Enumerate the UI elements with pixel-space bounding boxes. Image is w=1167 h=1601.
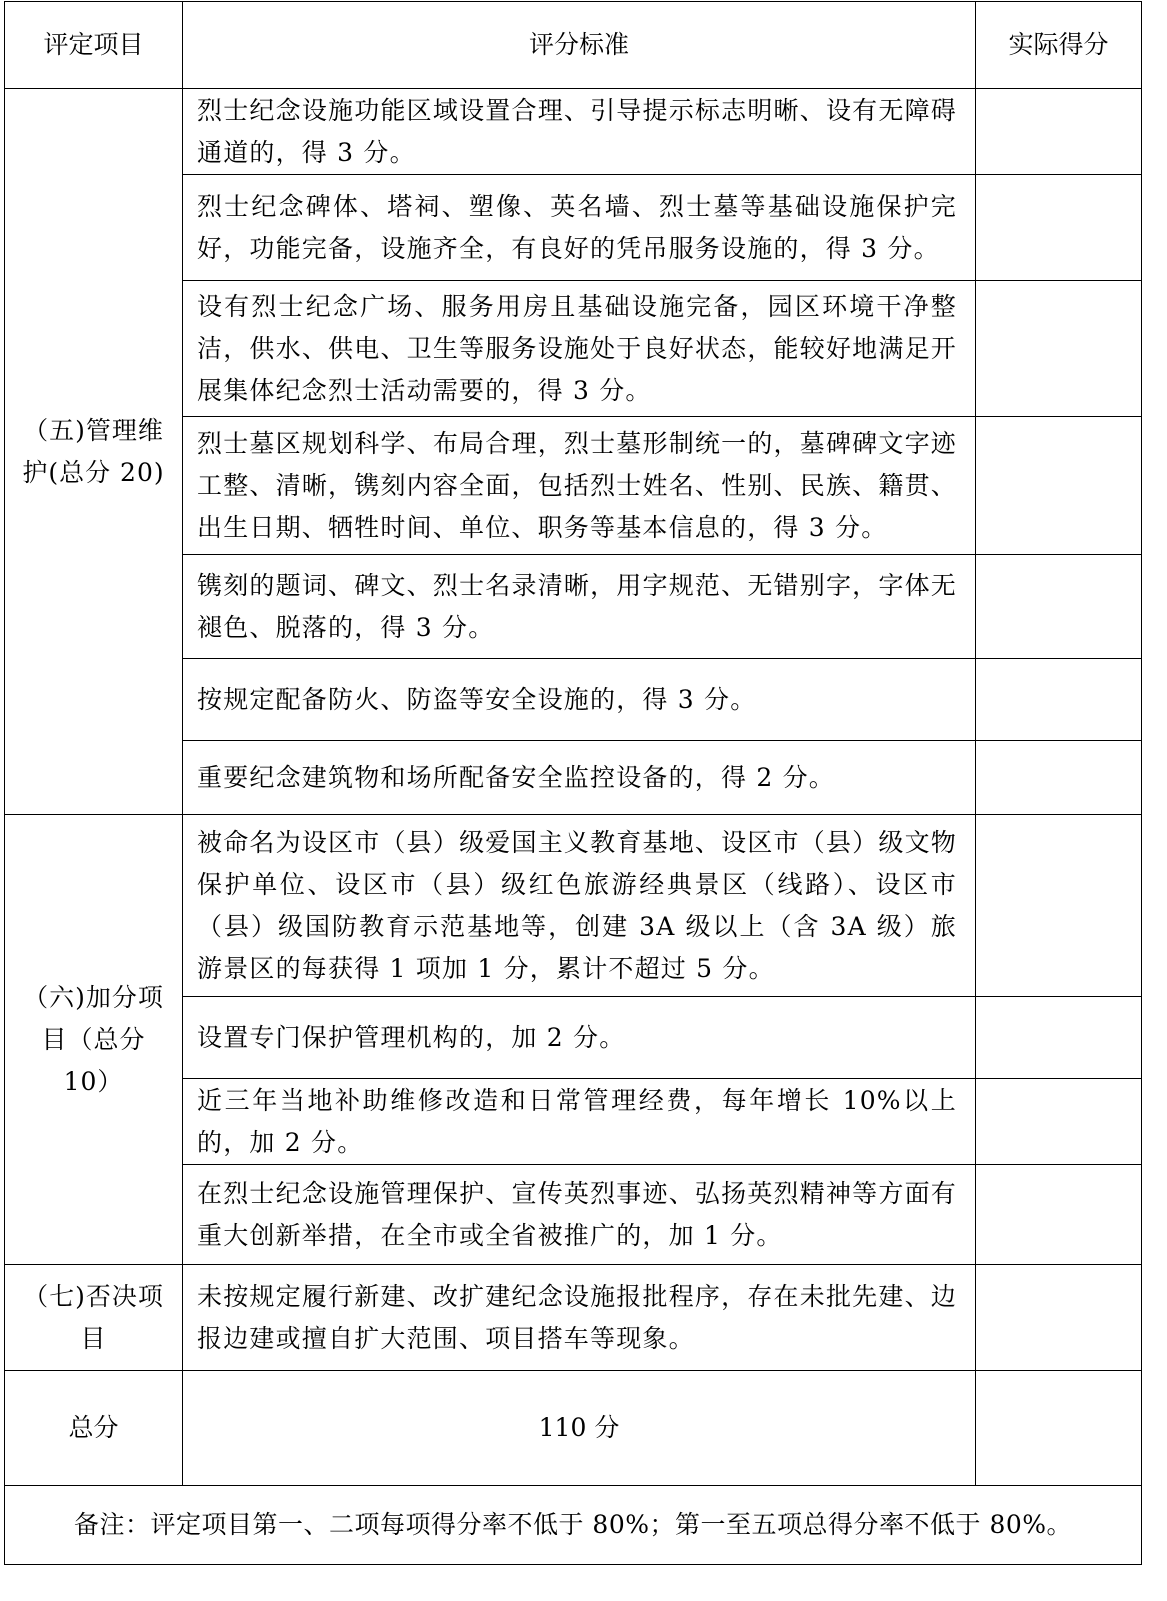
score-cell[interactable]	[976, 1265, 1142, 1371]
score-cell[interactable]	[976, 1079, 1142, 1165]
score-cell[interactable]	[976, 175, 1142, 281]
score-cell[interactable]	[976, 555, 1142, 659]
criterion-cell: 镌刻的题词、碑文、烈士名录清晰，用字规范、无错别字，字体无褪色、脱落的，得 3 分。	[183, 555, 976, 659]
note-row	[5, 1486, 1142, 1565]
table-row	[5, 1265, 1142, 1371]
criterion-cell: 按规定配备防火、防盗等安全设施的，得 3 分。	[183, 659, 976, 741]
score-cell[interactable]	[976, 281, 1142, 417]
score-cell[interactable]	[976, 89, 1142, 175]
header-standard: 评分标准	[183, 2, 976, 89]
total-label: 总分	[5, 1371, 183, 1486]
total-row	[5, 1371, 1142, 1486]
score-cell[interactable]	[976, 417, 1142, 555]
criterion-cell: 被命名为设区市（县）级爱国主义教育基地、设区市（县）级文物保护单位、设区市（县）级红色旅游经典景区（线路）、设区市（县）级国防教育示范基地等，创建 3A 级以上（含 3A 级）旅游景区的每获得 1 项加 1 分，累计不超过 5 分。	[183, 815, 976, 997]
scoring-table	[4, 1, 1142, 1565]
criterion-cell: 重要纪念建筑物和场所配备安全监控设备的，得 2 分。	[183, 741, 976, 815]
criterion-cell: 设有烈士纪念广场、服务用房且基础设施完备，园区环境干净整洁，供水、供电、卫生等服务设施处于良好状态，能较好地满足开展集体纪念烈士活动需要的，得 3 分。	[183, 281, 976, 417]
table-row	[5, 815, 1142, 997]
score-cell[interactable]	[976, 659, 1142, 741]
note-text: 备注：评定项目第一、二项每项得分率不低于 80%；第一至五项总得分率不低于 80%。	[5, 1486, 1142, 1565]
criterion-cell: 烈士墓区规划科学、布局合理，烈士墓形制统一的，墓碑碑文字迹工整、清晰，镌刻内容全面，包括烈士姓名、性别、民族、籍贯、出生日期、牺牲时间、单位、职务等基本信息的，得 3 分。	[183, 417, 976, 555]
criterion-cell: 烈士纪念设施功能区域设置合理、引导提示标志明晰、设有无障碍通道的，得 3 分。	[183, 89, 976, 175]
category-cell-7: （七)否决项目	[5, 1265, 183, 1371]
criterion-cell: 烈士纪念碑体、塔祠、塑像、英名墙、烈士墓等基础设施保护完好，功能完备，设施齐全，有良好的凭吊服务设施的，得 3 分。	[183, 175, 976, 281]
category-cell-5: （五)管理维护(总分 20)	[5, 89, 183, 815]
category-cell-6: （六)加分项目（总分 10）	[5, 815, 183, 1265]
criterion-cell: 未按规定履行新建、改扩建纪念设施报批程序，存在未批先建、边报边建或擅自扩大范围、项目搭车等现象。	[183, 1265, 976, 1371]
header-row	[5, 2, 1142, 89]
criterion-cell: 设置专门保护管理机构的，加 2 分。	[183, 997, 976, 1079]
criterion-cell: 近三年当地补助维修改造和日常管理经费，每年增长 10%以上的，加 2 分。	[183, 1079, 976, 1165]
score-cell[interactable]	[976, 1165, 1142, 1265]
score-cell[interactable]	[976, 1371, 1142, 1486]
header-score: 实际得分	[976, 2, 1142, 89]
header-item: 评定项目	[5, 2, 183, 89]
score-cell[interactable]	[976, 815, 1142, 997]
score-cell[interactable]	[976, 997, 1142, 1079]
score-cell[interactable]	[976, 741, 1142, 815]
total-value: 110 分	[183, 1371, 976, 1486]
table-row	[5, 89, 1142, 175]
criterion-cell: 在烈士纪念设施管理保护、宣传英烈事迹、弘扬英烈精神等方面有重大创新举措，在全市或全省被推广的，加 1 分。	[183, 1165, 976, 1265]
